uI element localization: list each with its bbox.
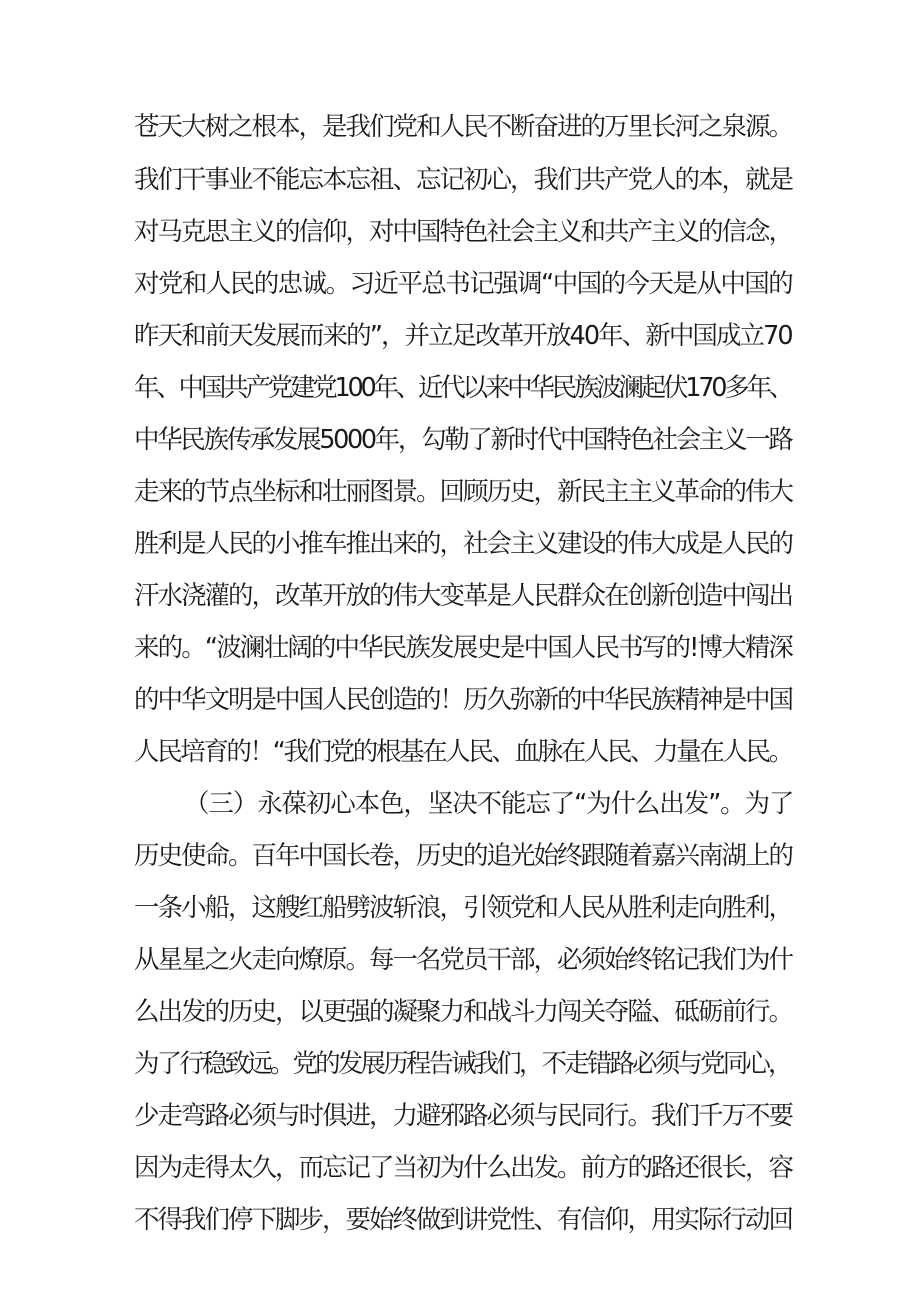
- text-line-12: 的中华文明是中国人民创造的！历久弥新的中华民族精神是中国: [134, 685, 793, 715]
- text-line-4: 对党和人民的忠诚。习近平总书记强调“中国的今天是从中国的: [134, 269, 793, 299]
- text-line-18: 么出发的历史，以更强的凝聚力和战斗力闯关夺隘、砥砺前行。: [134, 997, 793, 1027]
- text-line-16: 一条小船，这艘红船劈波斩浪，引领党和人民从胜利走向胜利，: [134, 893, 793, 923]
- text-line-21: 因为走得太久，而忘记了当初为什么出发。前方的路还很长，容: [134, 1153, 793, 1183]
- text-line-7: 中华民族传承发展5000年，勾勒了新时代中国特色社会主义一路: [134, 425, 792, 455]
- text-line-9: 胜利是人民的小推车推出来的，社会主义建设的伟大成是人民的: [134, 529, 793, 559]
- text-line-10: 汗水浇灌的，改革开放的伟大变革是人民群众在创新创造中闯出: [134, 581, 793, 611]
- text-line-2: 我们干事业不能忘本忘祖、忘记初心，我们共产党人的本，就是: [134, 165, 793, 195]
- text-line-5: 昨天和前天发展而来的”，并立足改革开放40年、新中国成立70: [134, 321, 792, 351]
- text-line-22: 不得我们停下脚步，要始终做到讲党性、有信仰，用实际行动回: [134, 1205, 793, 1235]
- text-line-17: 从星星之火走向燎原。每一名党员干部，必须始终铭记我们为什: [134, 945, 793, 975]
- text-line-6: 年、中国共产党建党100年、近代以来中华民族波澜起伏170多年、: [134, 373, 792, 403]
- text-line-11: 来的。“波澜壮阔的中华民族发展史是中国人民书写的!博大精深: [134, 633, 793, 663]
- text-line-1: 苍天大树之根本，是我们党和人民不断奋进的万里长河之泉源。: [134, 112, 793, 142]
- text-line-15: 历史使命。百年中国长卷，历史的追光始终跟随着嘉兴南湖上的: [134, 841, 793, 871]
- text-line-20: 少走弯路必须与时俱进，力避邪路必须与民同行。我们千万不要: [134, 1101, 793, 1131]
- text-line-3: 对马克思主义的信仰，对中国特色社会主义和共产主义的信念，: [134, 217, 793, 247]
- text-line-13: 人民培育的！“我们党的根基在人民、血脉在人民、力量在人民。: [134, 737, 792, 767]
- text-line-8: 走来的节点坐标和壮丽图景。回顾历史，新民主主义革命的伟大: [134, 477, 793, 507]
- paragraph-start-line: （三）永葆初心本色，坚决不能忘了“为什么出发”。为了: [184, 789, 794, 819]
- text-line-19: 为了行稳致远。党的发展历程告诫我们，不走错路必须与党同心，: [134, 1049, 791, 1079]
